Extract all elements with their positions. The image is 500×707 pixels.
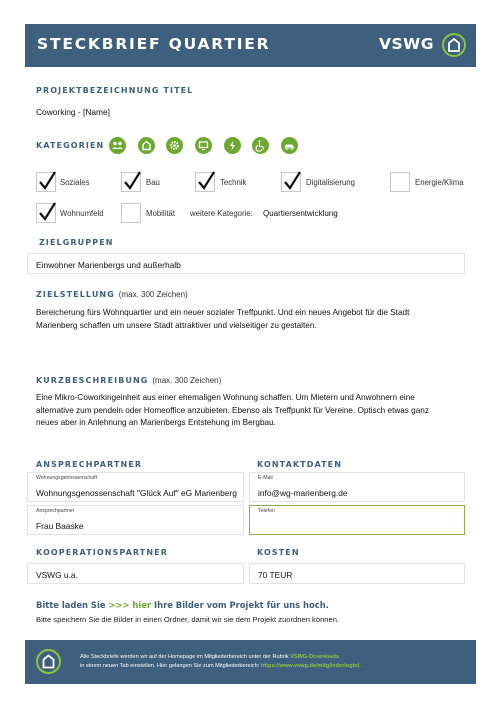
zielstellung-heading bbox=[36, 290, 188, 299]
weitere-kategorie-label: weitere Kategorie: bbox=[190, 209, 253, 218]
kosten-value: 70 TEUR bbox=[258, 570, 293, 580]
weitere-kategorie-value[interactable]: Quartiersentwicklung bbox=[263, 209, 338, 218]
brand-name: VSWG bbox=[379, 35, 434, 53]
projekt-title-value[interactable]: Coworking - [Name] bbox=[36, 107, 111, 117]
footer-text bbox=[80, 653, 361, 670]
email-value: info@wg-marienberg.de bbox=[258, 488, 348, 498]
car-icon bbox=[281, 137, 298, 154]
upload-link[interactable]: hier bbox=[132, 600, 152, 610]
zielgruppen-heading: ZIELGRUPPEN bbox=[39, 238, 114, 247]
wohnungsgenossenschaft-field[interactable] bbox=[27, 472, 244, 502]
kurzbeschreibung-heading bbox=[36, 376, 221, 385]
kurzbeschreibung-line: Eine Mikro-Coworkingeinheit aus einer ehemaligen Wohnung schaffen. Um Mietern und Anwohnern eine bbox=[36, 393, 415, 402]
checkbox-soziales[interactable] bbox=[36, 172, 56, 192]
checkbox-label-wohnumfeld: Wohnumfeld bbox=[60, 209, 104, 218]
footer-line1-text: Alle Steckbriefe werden wir auf der Homepage im Mitgliederbereich unter der Rubrik bbox=[80, 654, 289, 660]
checkbox-bau[interactable] bbox=[121, 172, 141, 192]
zielstellung-line: Marienberg schaffen um unsere Stadt attraktiver und vielseitiger zu gestalten. bbox=[36, 320, 317, 330]
zielstellung-text[interactable] bbox=[36, 307, 409, 332]
house-logo-icon bbox=[36, 649, 61, 674]
zielgruppen-field[interactable] bbox=[27, 253, 465, 274]
kurzbeschreibung-line: alternative zum pendeln oder Homeoffice anzubieten. Ebenso als Treffpunkt für Vereine. Optisch etwas ganz bbox=[36, 405, 429, 415]
checkbox-label-technik: Technik bbox=[220, 178, 247, 187]
kurzbeschreibung-hint: (max. 300 Zeichen) bbox=[152, 376, 222, 385]
zielstellung-title: ZIELSTELLUNG bbox=[36, 290, 115, 299]
wohnungsgenossenschaft-label: Wohnungsgenossenschaft bbox=[36, 475, 98, 481]
checkbox-label-soziales: Soziales bbox=[60, 178, 90, 187]
checkbox-mobilitaet[interactable] bbox=[121, 203, 141, 223]
house-logo-icon bbox=[442, 33, 466, 57]
lightning-icon bbox=[224, 137, 241, 154]
upload-instruction bbox=[36, 600, 329, 610]
kategorien-heading: KATEGORIEN bbox=[36, 141, 105, 150]
footer-bar bbox=[25, 640, 476, 684]
gear-icon bbox=[166, 137, 183, 154]
kosten-heading: KOSTEN bbox=[257, 548, 300, 557]
checkbox-energie-klima[interactable] bbox=[390, 172, 410, 192]
checkbox-technik[interactable] bbox=[195, 172, 215, 192]
kurzbeschreibung-line: neues aber in Anlehnung an Marienbergs Entstehung im Bergbau. bbox=[36, 418, 276, 427]
kooperationspartner-value: VSWG u.a. bbox=[36, 570, 78, 580]
telefon-field[interactable] bbox=[249, 505, 465, 535]
kurzbeschreibung-title: KURZBESCHREIBUNG bbox=[36, 376, 149, 385]
zielgruppen-value: Einwohner Marienbergs und außerhalb bbox=[36, 260, 181, 270]
kooperationspartner-field[interactable] bbox=[27, 563, 244, 584]
upload-arrows: >>> bbox=[108, 600, 130, 610]
people-icon bbox=[109, 137, 126, 154]
header-bar bbox=[25, 24, 476, 67]
zielstellung-line: Bereicherung fürs Wohnquartier und ein neuer sozialer Treffpunkt. Und ein neues Angebot für die Stadt bbox=[36, 308, 410, 317]
checkbox-digitalisierung[interactable] bbox=[281, 172, 301, 192]
footer-line2-text: in einem neuen Tab einstellen. Hier gelangen Sie zum Mitgliederbereich: bbox=[80, 662, 260, 669]
kontaktdaten-heading: KONTAKTDATEN bbox=[257, 460, 343, 469]
ansprechpartner-label: Ansprechpartner bbox=[36, 508, 75, 514]
ansprechpartner-heading: ANSPRECHPARTNER bbox=[36, 460, 143, 469]
upload-prefix: Bitte laden Sie bbox=[36, 600, 106, 610]
checkbox-label-digitalisierung: Digitalisierung bbox=[306, 178, 355, 187]
upload-note: Bitte speichern Sie die Bilder in einen Ordner, damit wir sie dem Projekt zuordnen können. bbox=[36, 615, 340, 624]
wohnungsgenossenschaft-value: Wohnungsgenossenschaft "Glück Auf" eG Marienberg bbox=[36, 488, 237, 498]
telefon-label: Telefon bbox=[258, 508, 275, 514]
kooperationspartner-heading: KOOPERATIONSPARTNER bbox=[36, 548, 168, 557]
email-label: E-Mail bbox=[258, 475, 273, 481]
checkbox-wohnumfeld[interactable] bbox=[36, 203, 56, 223]
ansprechpartner-field[interactable] bbox=[27, 505, 244, 535]
checkbox-label-mobilitaet: Mobilität bbox=[146, 209, 176, 218]
page-title: STECKBRIEF QUARTIER bbox=[37, 35, 271, 53]
email-field[interactable] bbox=[249, 472, 465, 502]
ansprechpartner-value: Frau Baaske bbox=[36, 521, 84, 531]
house-icon bbox=[138, 137, 155, 154]
wheelchair-icon bbox=[252, 137, 269, 154]
checkbox-label-bau: Bau bbox=[146, 178, 160, 187]
kosten-field[interactable] bbox=[249, 563, 465, 584]
checkbox-label-energie-klima: Energie/Klima bbox=[415, 178, 464, 187]
zielstellung-hint: (max. 300 Zeichen) bbox=[118, 290, 188, 299]
monitor-icon bbox=[195, 137, 212, 154]
footer-login-link[interactable]: https://www.vswg.de/mitgliederlogin/. bbox=[260, 662, 361, 669]
footer-downloads-link[interactable]: VSWG-Downloads bbox=[290, 654, 339, 660]
upload-suffix: Ihre Bilder vom Projekt für uns hoch. bbox=[154, 600, 329, 610]
projekt-heading: PROJEKTBEZEICHNUNG TITEL bbox=[36, 86, 194, 95]
kurzbeschreibung-text[interactable] bbox=[36, 392, 429, 430]
